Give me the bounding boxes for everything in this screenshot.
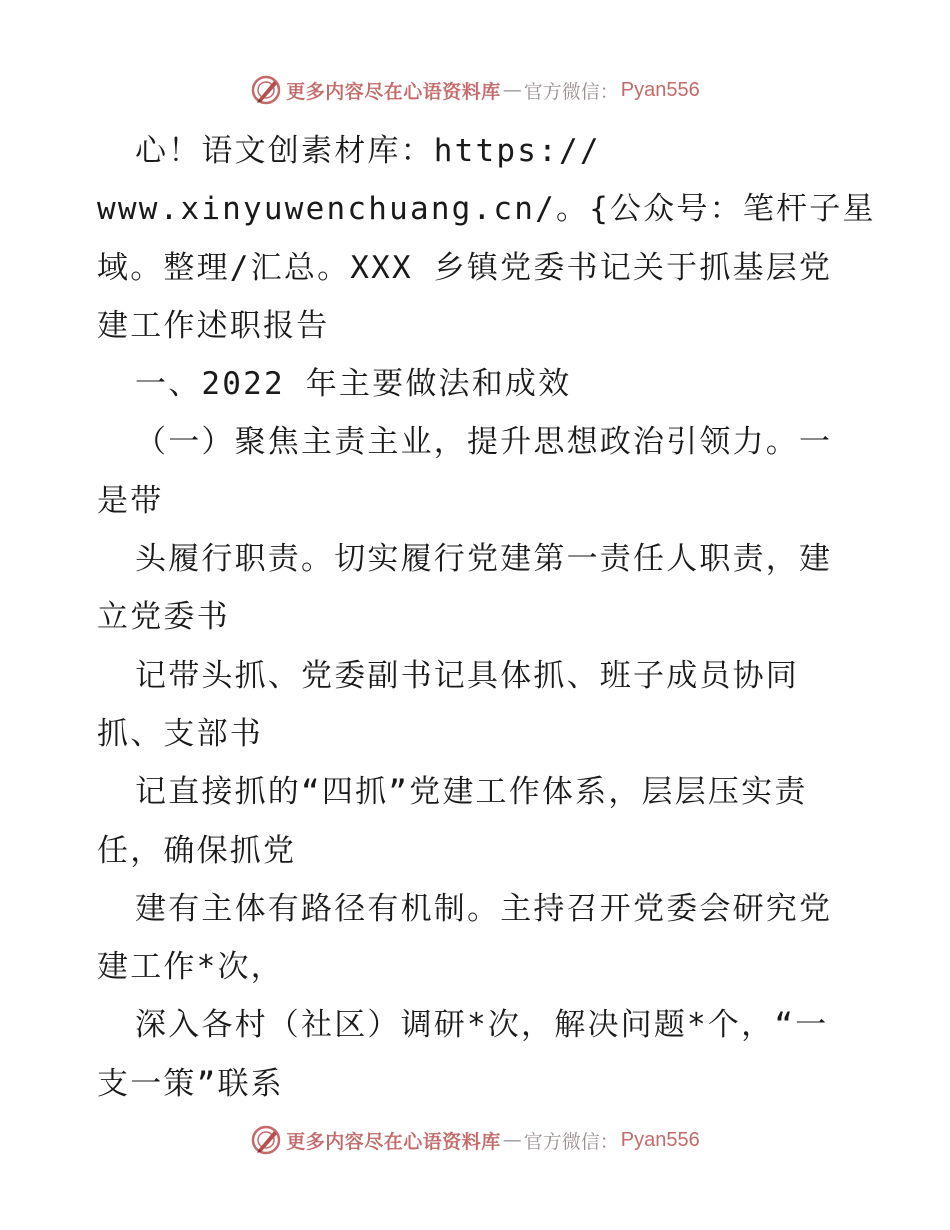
text-line: 抓、支部书 [97, 715, 263, 752]
text-line: 建工作*次， [97, 949, 284, 986]
banner-wechat-label: 官方微信： [523, 80, 619, 103]
text-line: 头履行职责。切实履行党建第一责任人职责，建 [135, 541, 833, 578]
text-line: 记直接抓的“四抓”党建工作体系，层层压实责 [135, 774, 808, 811]
document-body [97, 122, 876, 1113]
text-line: （一）聚焦主责主业，提升思想政治引领力。一 [135, 424, 833, 461]
banner-wechat-id: Pyan556 [620, 78, 700, 101]
text-line: 域。整理/汇总。XXX 乡镇党委书记关于抓基层党 [97, 249, 833, 286]
section-heading: 一、2022 年主要做法和成效 [135, 366, 572, 403]
header-watermark-banner [0, 70, 950, 110]
text-line: 记带头抓、党委副书记具体抓、班子成员协同 [135, 657, 799, 694]
banner-main-text: 更多内容尽在心语资料库 [286, 1130, 501, 1153]
text-line: 建有主体有路径有机制。主持召开党委会研究党 [135, 890, 833, 927]
text-line: 立党委书 [97, 599, 230, 636]
text-line: 任，确保抓党 [97, 832, 297, 869]
footer-watermark-banner [0, 1120, 950, 1160]
banner-main-text: 更多内容尽在心语资料库 [286, 80, 501, 103]
text-line: 是带 [97, 482, 164, 519]
brush-logo-icon [250, 74, 282, 106]
text-line: 支一策”联系 [97, 1065, 284, 1102]
banner-separator: — [502, 1129, 522, 1151]
banner-wechat-id: Pyan556 [620, 1128, 700, 1151]
text-line: www.xinyuwenchuang.cn/。{公众号：笔杆子星 [97, 191, 876, 228]
brush-logo-icon [250, 1124, 282, 1156]
text-line: 建工作述职报告 [97, 307, 330, 344]
banner-wechat-label: 官方微信： [523, 1130, 619, 1153]
text-line: 心！语文创素材库：https:// [135, 133, 601, 169]
banner-separator: — [502, 79, 522, 101]
text-line: 深入各村（社区）调研*次，解决问题*个，“一 [135, 1007, 829, 1044]
